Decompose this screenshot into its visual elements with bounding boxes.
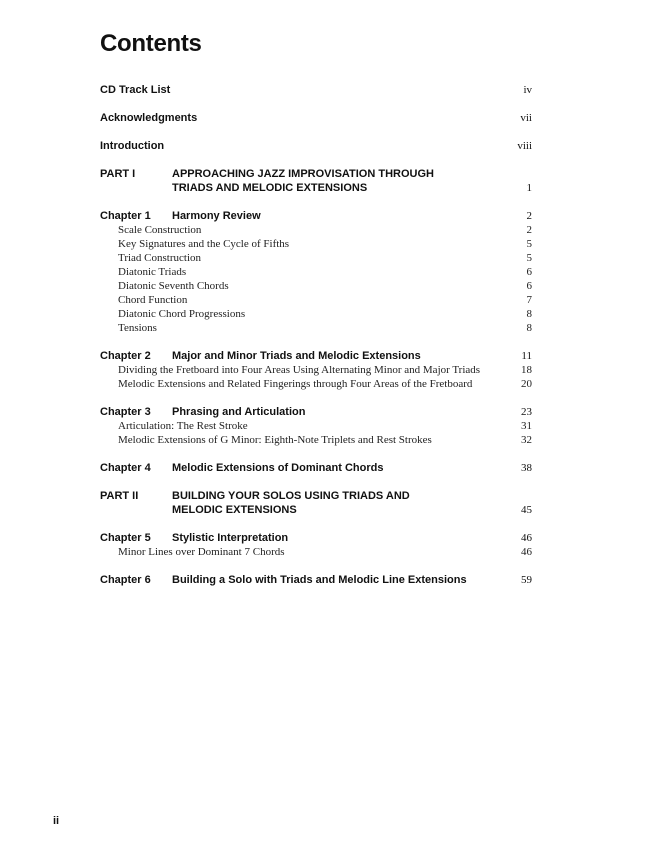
toc-entry[interactable] (100, 168, 532, 196)
toc-section[interactable] (100, 266, 532, 280)
toc-heading-line (100, 504, 532, 518)
toc-heading-line (100, 140, 532, 154)
entry-title: Melodic Extensions of Dominant Chords (172, 462, 384, 474)
entry-page-number: vii (520, 112, 532, 124)
toc-section[interactable] (100, 280, 532, 294)
entry-page-number: 45 (521, 504, 532, 516)
toc-heading-line (100, 182, 532, 196)
entry-page-number: 2 (526, 210, 532, 222)
toc-heading-line (100, 406, 532, 420)
page-title: Contents (100, 30, 202, 57)
toc-section[interactable] (100, 294, 532, 308)
section-title: Minor Lines over Dominant 7 Chords (118, 546, 285, 558)
section-page-number: 6 (526, 266, 532, 278)
section-title: Triad Construction (118, 252, 202, 264)
entry-page-number: 11 (521, 350, 532, 362)
section-page-number: 6 (526, 280, 532, 292)
section-page-number: 31 (521, 420, 532, 432)
section-title: Articulation: The Rest Stroke (118, 420, 248, 432)
entry-title: BUILDING YOUR SOLOS USING TRIADS AND (172, 490, 410, 502)
section-title: Diatonic Triads (118, 266, 187, 278)
entry-title: Phrasing and Articulation (172, 406, 306, 418)
toc-section[interactable] (100, 420, 532, 434)
toc-entry[interactable] (100, 84, 532, 98)
section-title: Scale Construction (118, 224, 202, 236)
toc-entry[interactable] (100, 462, 532, 476)
section-title: Dividing the Fretboard into Four Areas Using Alternating Minor and Major Triads (118, 364, 481, 376)
section-title: Diatonic Chord Progressions (118, 308, 246, 320)
page-number: ii (53, 815, 60, 827)
entry-page-number: 38 (521, 462, 532, 474)
toc-section[interactable] (100, 238, 532, 252)
toc-section[interactable] (100, 364, 532, 378)
toc-section[interactable] (100, 434, 532, 448)
entry-title: TRIADS AND MELODIC EXTENSIONS (172, 182, 368, 194)
section-page-number: 8 (526, 308, 532, 320)
section-title: Melodic Extensions and Related Fingerings through Four Areas of the Fretboard (118, 378, 473, 390)
toc-entry[interactable] (100, 406, 532, 448)
toc-heading-line (100, 532, 532, 546)
entry-page-number: 46 (521, 532, 532, 544)
entry-page-number: 59 (521, 574, 532, 586)
section-page-number: 7 (526, 294, 532, 306)
toc-entry[interactable] (100, 532, 532, 560)
toc-heading-line (100, 350, 532, 364)
entry-label: Chapter 3 (100, 406, 151, 418)
entry-page-number: viii (517, 140, 532, 152)
entry-title: Stylistic Interpretation (172, 532, 289, 544)
entry-label: Introduction (100, 140, 165, 152)
toc-heading-line (100, 84, 532, 98)
toc-heading-line (100, 210, 532, 224)
toc-heading-line (100, 112, 532, 126)
entry-label: Chapter 5 (100, 532, 151, 544)
toc-section[interactable] (100, 378, 532, 392)
section-page-number: 5 (526, 238, 532, 250)
entry-title: MELODIC EXTENSIONS (172, 504, 297, 516)
toc-heading-line (100, 168, 532, 182)
toc-entry[interactable] (100, 350, 532, 392)
entry-title: Building a Solo with Triads and Melodic Line Extensions (172, 574, 467, 586)
entry-label: Chapter 6 (100, 574, 151, 586)
toc-entry[interactable] (100, 574, 532, 588)
entry-page-number: 23 (521, 406, 532, 418)
toc-entry[interactable] (100, 490, 532, 518)
entry-label: Chapter 2 (100, 350, 151, 362)
toc-section[interactable] (100, 322, 532, 336)
toc-entry[interactable] (100, 140, 532, 154)
toc-heading-line (100, 490, 532, 504)
toc-section[interactable] (100, 252, 532, 266)
entry-title: Harmony Review (172, 210, 261, 222)
section-page-number: 18 (521, 364, 532, 376)
entry-page-number: 1 (526, 182, 532, 194)
section-title: Diatonic Seventh Chords (118, 280, 229, 292)
toc-heading-line (100, 574, 532, 588)
toc-entry[interactable] (100, 210, 532, 336)
section-page-number: 8 (526, 322, 532, 334)
entry-label: Acknowledgments (100, 112, 198, 124)
toc-heading-line (100, 462, 532, 476)
toc-section[interactable] (100, 546, 532, 560)
toc-entry[interactable] (100, 112, 532, 126)
section-page-number: 5 (526, 252, 532, 264)
section-title: Tensions (118, 322, 157, 334)
entry-label: PART II (100, 490, 139, 502)
toc-section[interactable] (100, 224, 532, 238)
section-page-number: 2 (526, 224, 532, 236)
section-title: Key Signatures and the Cycle of Fifths (118, 238, 290, 250)
entry-label: Chapter 4 (100, 462, 151, 474)
section-page-number: 46 (521, 546, 532, 558)
section-page-number: 20 (521, 378, 532, 390)
entry-page-number: iv (523, 84, 532, 96)
section-page-number: 32 (521, 434, 532, 446)
section-title: Melodic Extensions of G Minor: Eighth-Note Triplets and Rest Strokes (118, 434, 432, 446)
entry-title: APPROACHING JAZZ IMPROVISATION THROUGH (172, 168, 434, 180)
entry-label: Chapter 1 (100, 210, 151, 222)
entry-label: CD Track List (100, 84, 171, 96)
toc-section[interactable] (100, 308, 532, 322)
section-title: Chord Function (118, 294, 188, 306)
entry-label: PART I (100, 168, 136, 180)
entry-title: Major and Minor Triads and Melodic Extensions (172, 350, 421, 362)
table-of-contents (100, 84, 532, 602)
